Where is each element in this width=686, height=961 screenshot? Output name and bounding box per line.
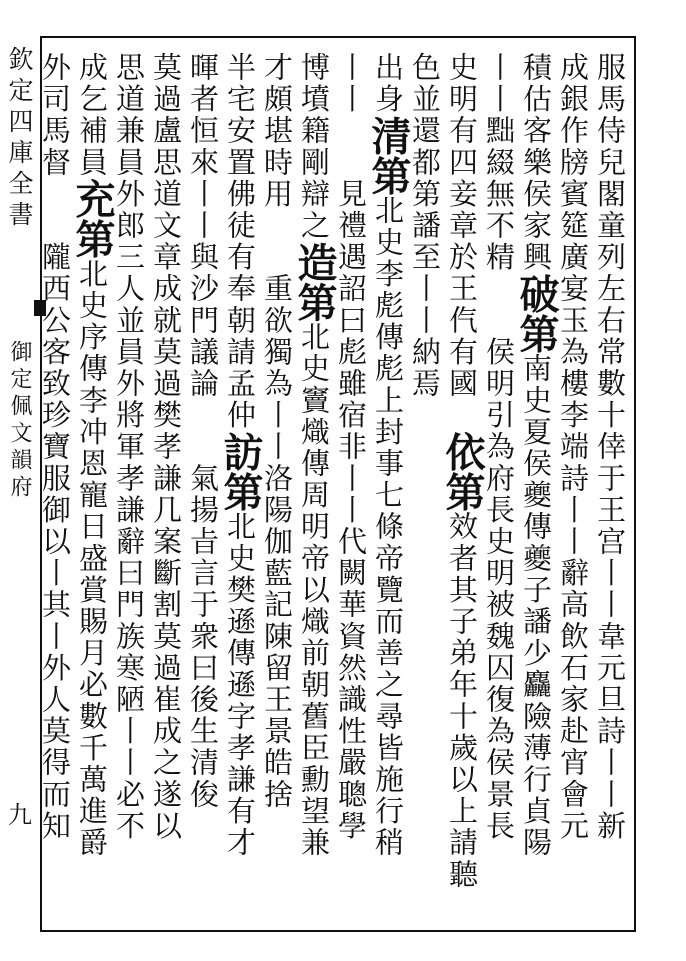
- column-text: 隴西公客致珍寶服御以丨其丨外人莫得而知: [38, 241, 72, 843]
- text-column: [439, 52, 486, 922]
- column-text: [38, 178, 72, 241]
- headword: 訪第: [217, 431, 264, 512]
- collection-title: 欽定四庫全書: [5, 46, 34, 232]
- column-text: 丨丨黜綴無不精: [482, 52, 516, 274]
- text-column: [38, 52, 75, 922]
- column-text: [334, 115, 368, 178]
- column-text: 服馬侍兒閣童列左右常數十倖于王宫丨丨韋元旦詩丨丨新: [593, 52, 627, 842]
- column-text: 氣揚㫖言于衆曰後生清俊: [186, 462, 220, 811]
- text-column: [513, 52, 560, 922]
- column-text: 見禮遇詔曰彪雖宿非丨丨代闕華資然識性嚴聰學: [334, 178, 368, 843]
- text-column: [291, 52, 338, 922]
- column-text: 積估客樂侯家興: [519, 52, 553, 274]
- column-text: 北史竇熾傳周明帝以熾前朝舊臣勳望兼: [297, 321, 331, 859]
- text-column: [334, 52, 371, 922]
- column-text: [445, 400, 479, 432]
- column-text: 博墳籍剛辯之: [297, 52, 331, 242]
- column-text: 莫過盧思道文章成就莫過樊孝謙几案斷割莫過崔成之遂以: [149, 52, 183, 842]
- column-text: 重欲獨為丨丨洛陽伽藍記陳留王景皓捨: [260, 273, 294, 811]
- text-column: [365, 52, 412, 922]
- headword: 清第: [365, 115, 412, 196]
- text-column: [482, 52, 519, 922]
- column-text: 成乞補員: [75, 52, 109, 179]
- text-column: [260, 52, 297, 922]
- column-text: 成銀作牓賓筵廣宴玉為樓李端詩丨丨辭高飲石家赴宵會元: [556, 52, 590, 842]
- column-text: 北史李彪傳彪上封事七條帝覽而善之尋皆施行稍: [371, 195, 405, 859]
- column-text: 出身: [371, 52, 405, 116]
- headword: 充第: [69, 178, 116, 259]
- text-column: [556, 52, 593, 922]
- text-column: [408, 52, 445, 922]
- text-columns: [40, 38, 632, 926]
- column-text: [260, 210, 294, 273]
- column-text: [482, 273, 516, 336]
- text-column: [593, 52, 630, 922]
- column-text: 南史夏侯夔傳夔子譒少麤險薄行貞陽: [519, 353, 553, 859]
- column-text: 外司馬督: [38, 52, 72, 179]
- text-column: [69, 52, 116, 922]
- column-text: 史明有四妾章於王㐹有國: [445, 52, 479, 400]
- column-text: [186, 400, 220, 463]
- column-text: 丨丨: [334, 52, 368, 116]
- headword: 破第: [513, 273, 560, 354]
- headword: 造第: [291, 241, 338, 322]
- page-number: 九: [8, 801, 32, 829]
- column-text: 半宅安置佛徒有奉朝請孟仲: [223, 52, 257, 432]
- margin-strip: [0, 40, 38, 920]
- book-title: 御定佩文韻府: [7, 340, 32, 502]
- text-column: [217, 52, 264, 922]
- text-column: [112, 52, 149, 922]
- headword: 依第: [439, 431, 486, 512]
- column-text: 暉者恒來丨丨與沙門議論: [186, 52, 220, 400]
- column-text: 北史序傳李冲恩寵日盛賞賜月必數千萬進爵: [75, 258, 109, 859]
- column-text: 北史樊遜傳遜字孝謙有才: [223, 511, 257, 859]
- column-text: 思道兼員外郎三人並員外將軍孝謙辭曰門族寒陋丨丨必不: [112, 52, 146, 842]
- column-text: 色並還都第譒至丨丨納焉: [408, 52, 442, 400]
- column-text: 侯明引為府長史明被魏囚復為侯景長: [482, 336, 516, 843]
- column-text: 才頗堪時用: [260, 52, 294, 210]
- column-text: 效者其子弟年十歲以上請聽: [445, 511, 479, 891]
- text-column: [186, 52, 223, 922]
- text-column: [149, 52, 186, 922]
